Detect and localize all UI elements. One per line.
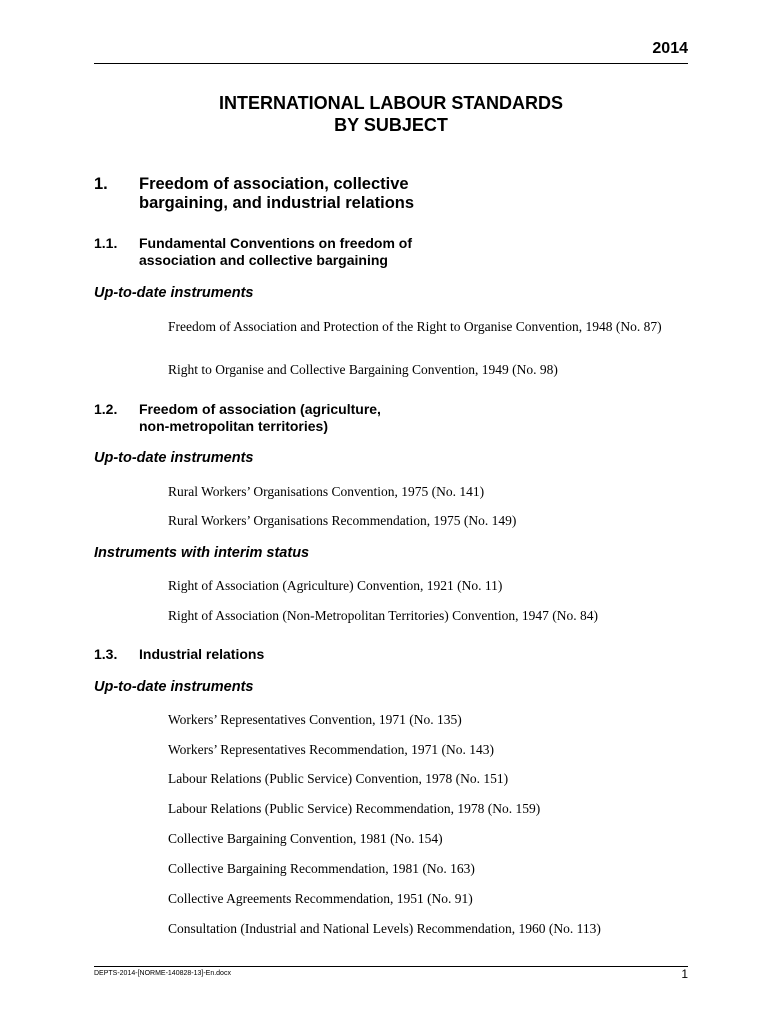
section-1-title-line-1: Freedom of association, collective <box>139 175 409 193</box>
instrument-item: Collective Agreements Recommendation, 1951 (No. 91) <box>168 891 473 906</box>
subsection-1-3-group-label: Up-to-date instruments <box>94 679 254 695</box>
instrument-item: Rural Workers’ Organisations Recommendation, 1975 (No. 149) <box>168 513 517 528</box>
header-year: 2014 <box>652 40 688 57</box>
instrument-item: Consultation (Industrial and National Levels) Recommendation, 1960 (No. 113) <box>168 921 601 936</box>
instrument-item: Workers’ Representatives Recommendation, 1971 (No. 143) <box>168 742 494 757</box>
header-rule <box>94 63 688 64</box>
instrument-item: Right of Association (Agriculture) Convention, 1921 (No. 11) <box>168 578 503 593</box>
footer-rule <box>94 966 688 967</box>
subsection-1-2-title-line-2: non-metropolitan territories) <box>139 418 329 434</box>
instrument-item: Labour Relations (Public Service) Convention, 1978 (No. 151) <box>168 771 509 786</box>
subsection-1-1-title-line-2: association and collective bargaining <box>139 252 388 268</box>
subsection-1-2-group-label: Up-to-date instruments <box>94 450 254 466</box>
instrument-item: Workers’ Representatives Convention, 1971 (No. 135) <box>168 712 462 727</box>
subsection-1-3-number: 1.3. <box>94 646 118 662</box>
subsection-1-1-number: 1.1. <box>94 235 118 251</box>
page-number: 1 <box>681 967 688 981</box>
instrument-item: Labour Relations (Public Service) Recommendation, 1978 (No. 159) <box>168 801 541 816</box>
subsection-1-2-title-line-1: Freedom of association (agriculture, <box>139 401 381 417</box>
footer-document-reference: DEPTS-2014-[NORME-140828-13]-En.docx <box>94 970 231 977</box>
instrument-item: Right to Organise and Collective Bargaining Convention, 1949 (No. 98) <box>168 362 558 377</box>
title-line-2: BY SUBJECT <box>334 115 448 135</box>
subsection-1-3-title: Industrial relations <box>139 646 265 662</box>
instrument-item: Rural Workers’ Organisations Convention, 1975 (No. 141) <box>168 484 485 499</box>
subsection-1-1-group-label: Up-to-date instruments <box>94 285 254 301</box>
instrument-item: Freedom of Association and Protection of the Right to Organise Convention, 1948 (No. 87) <box>168 319 662 334</box>
section-1-title-line-2: bargaining, and industrial relations <box>139 194 415 212</box>
document-title <box>94 92 688 136</box>
instrument-item: Collective Bargaining Convention, 1981 (No. 154) <box>168 831 443 846</box>
subsection-1-1-title-line-1: Fundamental Conventions on freedom of <box>139 235 413 251</box>
instrument-item: Right of Association (Non-Metropolitan Territories) Convention, 1947 (No. 84) <box>168 608 598 623</box>
subsection-1-2-interim-label: Instruments with interim status <box>94 545 310 561</box>
title-line-1: INTERNATIONAL LABOUR STANDARDS <box>219 93 563 113</box>
subsection-1-2-number: 1.2. <box>94 401 118 417</box>
instrument-item: Collective Bargaining Recommendation, 1981 (No. 163) <box>168 861 475 876</box>
section-1-number: 1. <box>94 175 108 193</box>
